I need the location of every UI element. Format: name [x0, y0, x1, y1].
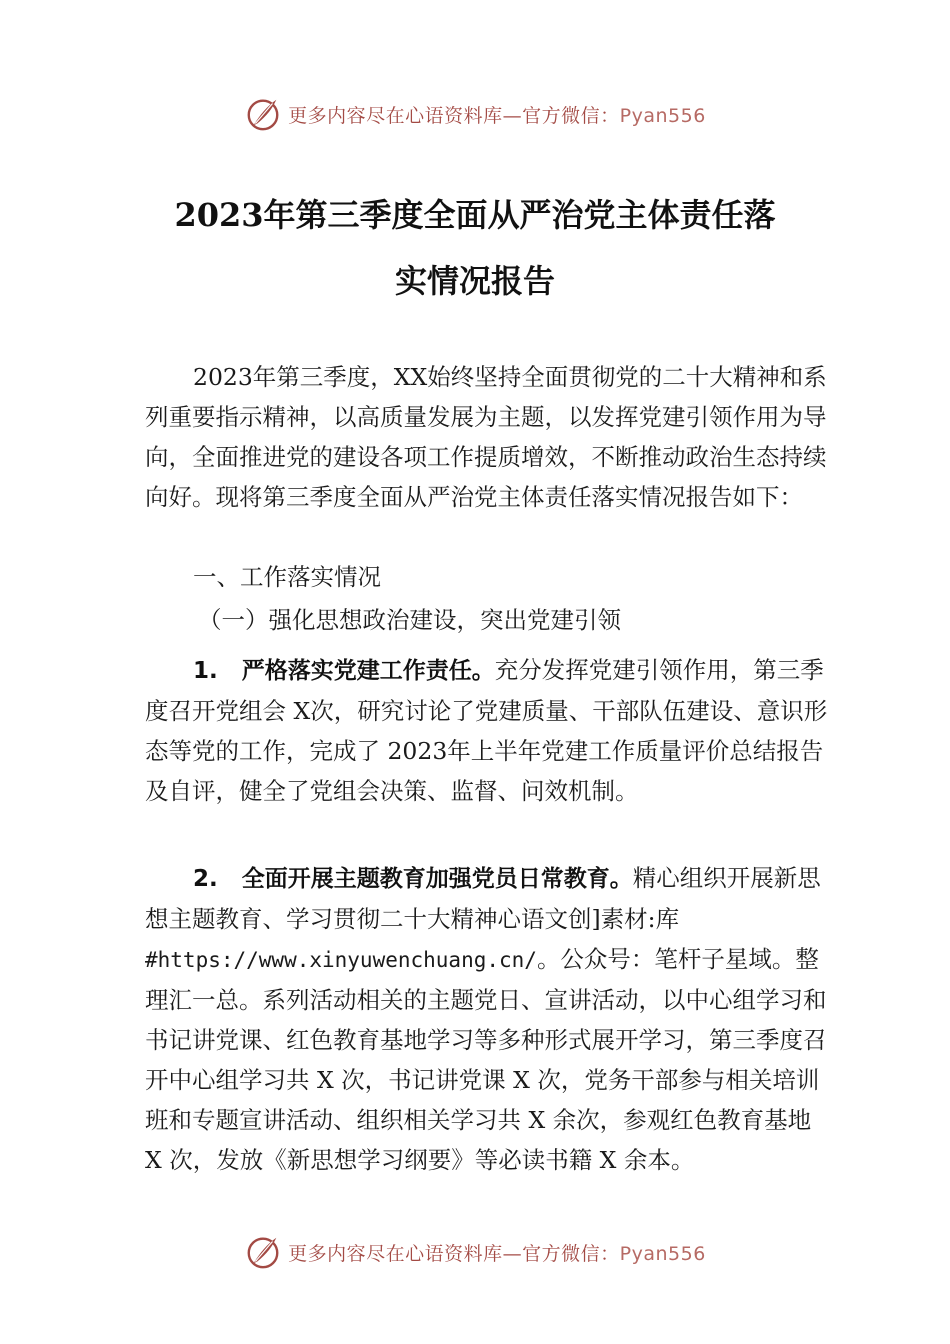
item-1-paragraph: 1. 严格落实党建工作责任。充分发挥党建引领作用，第三季度召开党组会 X次，研究讨论了党建质量、干部队伍建设、意识形态等党的工作，完成了 2023年上半年党建工作质量评价总结报告及自评，健全了党组会决策、监督、问效机制。	[145, 656, 828, 805]
intro-paragraph: 2023年第三季度，XX始终坚持全面贯彻党的二十大精神和系列重要指示精神，以高质量发展为主题，以发挥党建引领作用为导向，全面推进党的建设各项工作提质增效，不断推动政治生态持续向好。现将第三季度全面从严治党主体责任落实情况报告如下：	[145, 363, 827, 511]
item-1-lead: 1. 严格落实党建工作责任。	[193, 658, 495, 684]
document-title-line-2: 实情况报告	[394, 262, 555, 300]
watermark-header	[0, 94, 950, 134]
watermark-id: Pyan556	[619, 1242, 706, 1265]
quill-logo-icon	[244, 1233, 282, 1271]
quill-logo-icon	[244, 95, 282, 133]
watermark-text: 更多内容尽在心语资料库—官方微信：Pyan556	[288, 1242, 706, 1265]
watermark-text: 更多内容尽在心语资料库—官方微信：Pyan556	[288, 104, 706, 127]
source-url-text: #https://www.xinyuwenchuang.cn/	[145, 948, 537, 972]
subsection-heading-1: （一）强化思想政治建设，突出党建引领	[198, 606, 621, 634]
item-2-lead: 2. 全面开展主题教育加强党员日常教育。	[193, 866, 633, 892]
document-title-line-1: 2023年第三季度全面从严治党主体责任落	[174, 196, 776, 234]
item-2-paragraph: 2. 全面开展主题教育加强党员日常教育。精心组织开展新思想主题教育、学习贯彻二十大精神心语文创]素材:库#https://www.xinyuwenchuang.cn/。公众号：笔杆子星域。整理汇一总。系列活动相关的主题党日、宣讲活动，以中心组学习和书记讲党课、红色教育基地学习等多种形式展开学习，第三季度召开中心组学习共 X 次，书记讲党课 X 次，党务干部参与相关培训班和专题宣讲活动、组织相关学习共 X 余次，参观红色教育基地 X 次，发放《新思想学习纲要》等必读书籍 X 余本。	[145, 864, 827, 1174]
section-heading-1: 一、工作落实情况	[193, 563, 381, 591]
watermark-id: Pyan556	[619, 104, 706, 127]
watermark-footer	[0, 1232, 950, 1272]
